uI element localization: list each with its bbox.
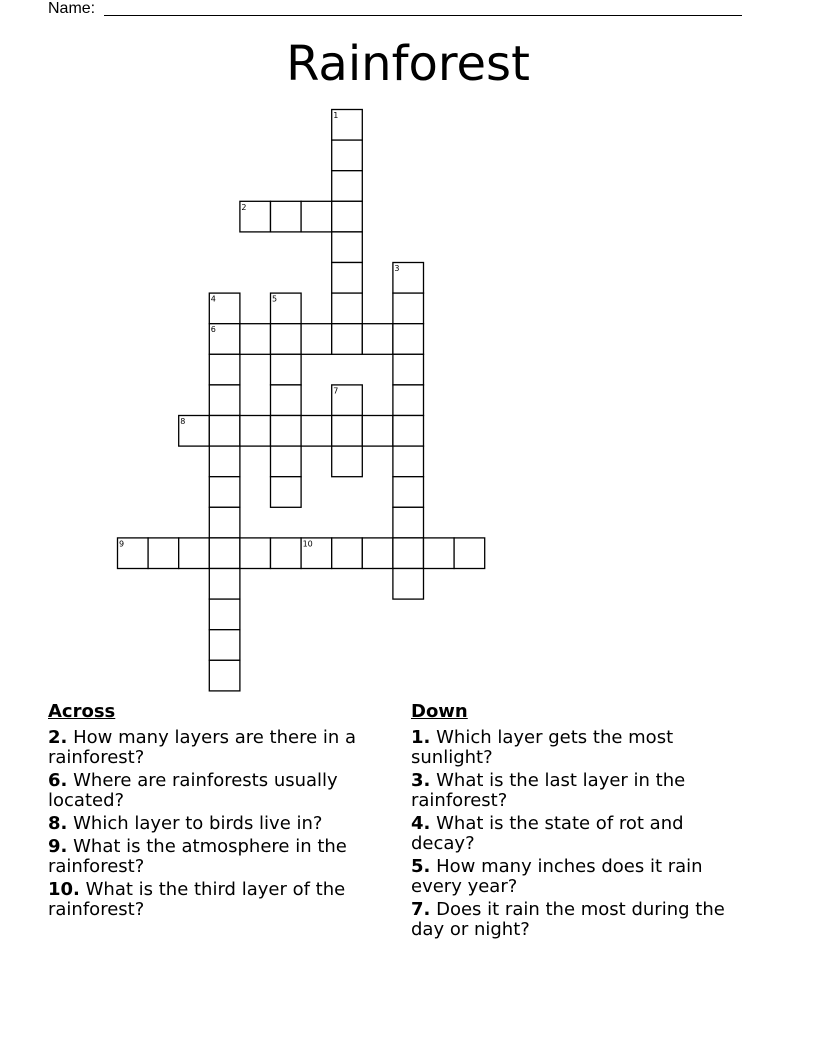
grid-cell[interactable] bbox=[393, 477, 424, 508]
grid-cell[interactable] bbox=[148, 538, 179, 569]
grid-cell[interactable] bbox=[362, 416, 393, 447]
grid-cell[interactable] bbox=[271, 477, 302, 508]
grid-cell[interactable] bbox=[209, 385, 240, 416]
grid-cell[interactable] bbox=[209, 416, 240, 447]
across-clue bbox=[48, 771, 378, 811]
across-clue bbox=[48, 728, 378, 768]
grid-cell[interactable] bbox=[209, 660, 240, 691]
grid-cell[interactable] bbox=[393, 385, 424, 416]
across-clue bbox=[48, 837, 378, 877]
grid-cell[interactable] bbox=[301, 324, 332, 355]
clue-text: Which layer to birds live in? bbox=[73, 813, 323, 834]
grid-cell[interactable] bbox=[301, 416, 332, 447]
clue-number-label: 4 bbox=[210, 294, 216, 304]
clue-number-label: 2 bbox=[241, 202, 247, 212]
grid-cell[interactable] bbox=[240, 416, 271, 447]
clue-number: 7. bbox=[411, 899, 431, 920]
clue-text: What is the last layer in the rainforest? bbox=[411, 770, 686, 811]
grid-cell[interactable] bbox=[209, 446, 240, 477]
clue-text: Which layer gets the most sunlight? bbox=[411, 727, 674, 768]
down-heading: Down bbox=[411, 701, 468, 722]
grid-cell[interactable] bbox=[209, 599, 240, 630]
clue-number: 6. bbox=[48, 770, 68, 791]
down-clue bbox=[411, 857, 751, 897]
across-clue bbox=[48, 880, 378, 920]
grid-cell[interactable] bbox=[332, 263, 363, 294]
grid-cell[interactable] bbox=[393, 354, 424, 385]
grid-cell[interactable] bbox=[209, 630, 240, 661]
down-clue bbox=[411, 814, 751, 854]
grid-cell[interactable] bbox=[393, 446, 424, 477]
clue-number-label: 8 bbox=[180, 417, 186, 426]
grid-cell[interactable] bbox=[209, 354, 240, 385]
grid-cell[interactable] bbox=[393, 538, 424, 569]
clue-number-label: 1 bbox=[333, 111, 339, 120]
grid-cell[interactable] bbox=[393, 293, 424, 324]
grid-cell[interactable] bbox=[271, 201, 302, 232]
grid-cell[interactable] bbox=[393, 569, 424, 600]
clue-number-label: 7 bbox=[333, 386, 339, 396]
clue-number: 9. bbox=[48, 836, 68, 857]
clue-text: What is the third layer of the rainforest? bbox=[48, 879, 346, 920]
grid-cell[interactable] bbox=[332, 140, 363, 171]
puzzle-title: Rainforest bbox=[286, 36, 530, 92]
grid-cell[interactable] bbox=[393, 324, 424, 355]
grid-cell[interactable] bbox=[240, 538, 271, 569]
grid-cell[interactable] bbox=[393, 507, 424, 538]
clue-number: 8. bbox=[48, 813, 68, 834]
down-clue bbox=[411, 771, 751, 811]
clue-number-label: 6 bbox=[210, 325, 216, 335]
clue-number: 1. bbox=[411, 727, 431, 748]
grid-cell[interactable] bbox=[209, 569, 240, 600]
down-clues bbox=[411, 702, 751, 943]
clue-number-label: 10 bbox=[302, 539, 313, 549]
clue-number: 4. bbox=[411, 813, 431, 834]
clue-text: How many layers are there in a rainforest? bbox=[48, 727, 357, 768]
clue-number: 3. bbox=[411, 770, 431, 791]
clue-number: 10. bbox=[48, 879, 80, 900]
grid-cell[interactable] bbox=[332, 446, 363, 477]
clue-number: 5. bbox=[411, 856, 431, 877]
clue-text: What is the state of rot and decay? bbox=[411, 813, 684, 854]
grid-cell[interactable] bbox=[179, 538, 210, 569]
grid-cell[interactable] bbox=[271, 324, 302, 355]
grid-cell[interactable] bbox=[362, 324, 393, 355]
clue-text: How many inches does it rain every year? bbox=[411, 856, 703, 897]
grid-cell[interactable] bbox=[362, 538, 393, 569]
grid-cell[interactable] bbox=[332, 171, 363, 202]
grid-cell[interactable] bbox=[301, 201, 332, 232]
grid-cell[interactable] bbox=[271, 538, 302, 569]
grid-cell[interactable] bbox=[393, 416, 424, 447]
grid-cell[interactable] bbox=[271, 416, 302, 447]
clue-number-label: 5 bbox=[272, 294, 278, 304]
grid-cell[interactable] bbox=[240, 324, 271, 355]
clue-text: What is the atmosphere in the rainforest? bbox=[48, 836, 347, 877]
grid-cell[interactable] bbox=[332, 201, 363, 232]
clue-text: Where are rainforests usually located? bbox=[48, 770, 338, 811]
grid-cell[interactable] bbox=[271, 354, 302, 385]
across-clues bbox=[48, 702, 378, 923]
grid-cell[interactable] bbox=[271, 385, 302, 416]
clue-number-label: 9 bbox=[119, 539, 125, 549]
grid-cell[interactable] bbox=[424, 538, 455, 569]
down-clue bbox=[411, 900, 751, 940]
grid-cell[interactable] bbox=[332, 232, 363, 263]
across-heading: Across bbox=[48, 701, 116, 722]
grid-cell[interactable] bbox=[454, 538, 485, 569]
grid-cell[interactable] bbox=[209, 477, 240, 508]
grid-cell[interactable] bbox=[271, 446, 302, 477]
grid-cell[interactable] bbox=[209, 507, 240, 538]
grid-cell[interactable] bbox=[332, 538, 363, 569]
clue-number: 2. bbox=[48, 727, 68, 748]
down-clue bbox=[411, 728, 751, 768]
grid-cell[interactable] bbox=[332, 324, 363, 355]
name-label: Name: bbox=[48, 0, 96, 17]
grid-cell[interactable] bbox=[332, 416, 363, 447]
across-clue bbox=[48, 814, 378, 834]
grid-cell[interactable] bbox=[332, 293, 363, 324]
clue-number-label: 3 bbox=[394, 264, 400, 273]
clue-text: Does it rain the most during the day or night? bbox=[411, 899, 725, 940]
grid-cell[interactable] bbox=[209, 538, 240, 569]
